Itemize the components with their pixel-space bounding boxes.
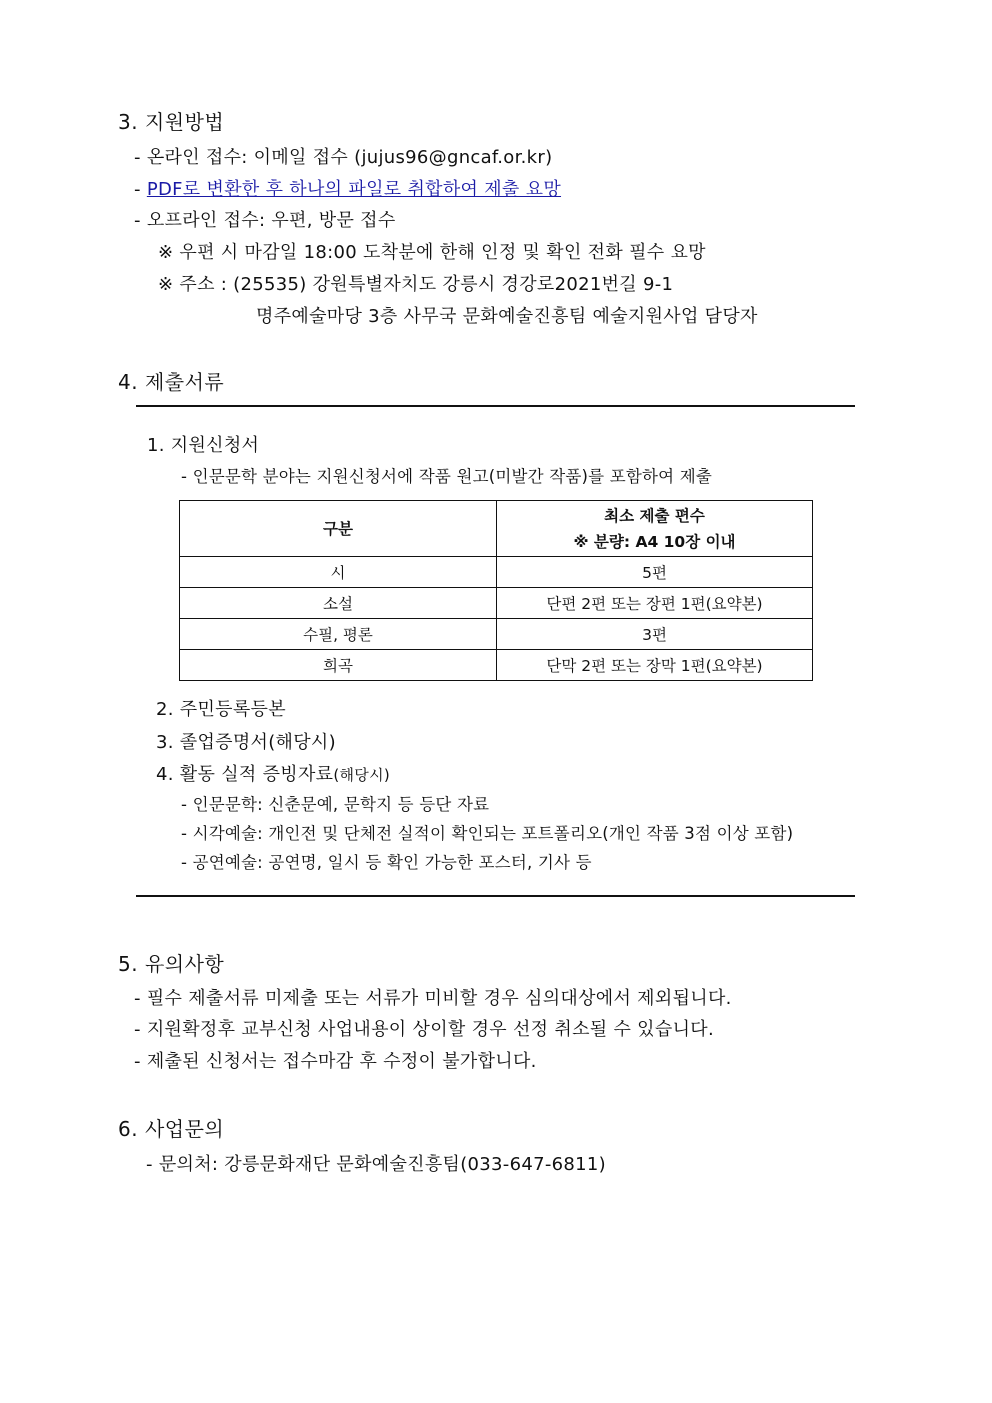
doc-item-2: 2. 주민등록등본 bbox=[156, 699, 286, 720]
doc-item-1: 1. 지원신청서 bbox=[147, 435, 260, 456]
table-row bbox=[180, 650, 813, 681]
online-submission: - 온라인 접수: 이메일 접수 (jujus96@gncaf.or.kr) bbox=[134, 147, 553, 168]
table-header-count-line1: 최소 제출 편수 bbox=[604, 506, 705, 525]
table-cell-category: 소설 bbox=[180, 588, 497, 619]
table-header-count-line2: ※ 분량: A4 10장 이내 bbox=[573, 532, 736, 551]
table-row bbox=[180, 588, 813, 619]
doc-item-4 bbox=[156, 760, 390, 786]
table-row bbox=[180, 619, 813, 650]
table-cell-count: 단편 2편 또는 장편 1편(요약본) bbox=[497, 588, 813, 619]
pdf-note-link[interactable]: PDF로 변환한 후 하나의 파일로 취합하여 제출 요망 bbox=[146, 179, 562, 200]
table-cell-count: 단막 2편 또는 장막 1편(요약본) bbox=[497, 650, 813, 681]
caution-note-3: - 제출된 신청서는 접수마감 후 수정이 불가합니다. bbox=[134, 1051, 537, 1072]
section5-heading: 5. 유의사항 bbox=[118, 952, 225, 976]
caution-note-1: - 필수 제출서류 미제출 또는 서류가 미비할 경우 심의대상에서 제외됩니다. bbox=[134, 988, 732, 1009]
caution-note-2: - 지원확정후 교부신청 사업내용이 상이할 경우 선정 취소될 수 있습니다. bbox=[134, 1019, 714, 1040]
submission-count-table bbox=[179, 500, 813, 681]
doc-item-4-note-literature: - 인문문학: 신춘문예, 문학지 등 등단 자료 bbox=[181, 795, 490, 814]
section3-heading: 3. 지원방법 bbox=[118, 110, 225, 134]
table-header-category: 구분 bbox=[180, 501, 497, 557]
section4-heading: 4. 제출서류 bbox=[118, 370, 225, 394]
mail-deadline-note: ※ 우편 시 마감일 18:00 도착분에 한해 인정 및 확인 전화 필수 요망 bbox=[158, 242, 706, 263]
doc-item-1-note: - 인문문학 분야는 지원신청서에 작품 원고(미발간 작품)를 포함하여 제출 bbox=[181, 467, 713, 486]
table-cell-category: 수필, 평론 bbox=[180, 619, 497, 650]
divider-top bbox=[136, 405, 855, 407]
pdf-note-dash: - bbox=[134, 179, 147, 200]
offline-submission: - 오프라인 접수: 우편, 방문 접수 bbox=[134, 210, 396, 231]
table-cell-count: 5편 bbox=[497, 557, 813, 588]
address-note: ※ 주소 : (25535) 강원특별자치도 강릉시 경강로2021번길 9-1 bbox=[158, 274, 674, 295]
doc-item-4-note-visual: - 시각예술: 개인전 및 단체전 실적이 확인되는 포트폴리오(개인 작품 3점 이상 포함) bbox=[181, 824, 794, 843]
doc-item-4-label: 4. 활동 실적 증빙자료 bbox=[156, 764, 334, 785]
table-cell-count: 3편 bbox=[497, 619, 813, 650]
pdf-note-line bbox=[134, 175, 561, 201]
divider-bottom bbox=[136, 895, 855, 897]
section6-heading: 6. 사업문의 bbox=[118, 1117, 225, 1141]
doc-item-3: 3. 졸업증명서(해당시) bbox=[156, 732, 336, 753]
table-cell-category: 시 bbox=[180, 557, 497, 588]
table-row bbox=[180, 557, 813, 588]
table-cell-category: 희곡 bbox=[180, 650, 497, 681]
doc-item-4-note-performing: - 공연예술: 공연명, 일시 등 확인 가능한 포스터, 기사 등 bbox=[181, 853, 592, 872]
doc-item-4-suffix: (해당시) bbox=[333, 766, 391, 784]
contact-info: - 문의처: 강릉문화재단 문화예술진흥팀(033-647-6811) bbox=[146, 1154, 606, 1175]
table-header-row bbox=[180, 501, 813, 557]
table-header-count bbox=[497, 501, 813, 557]
address-line2: 명주예술마당 3층 사무국 문화예술진흥팀 예술지원사업 담당자 bbox=[256, 306, 758, 327]
